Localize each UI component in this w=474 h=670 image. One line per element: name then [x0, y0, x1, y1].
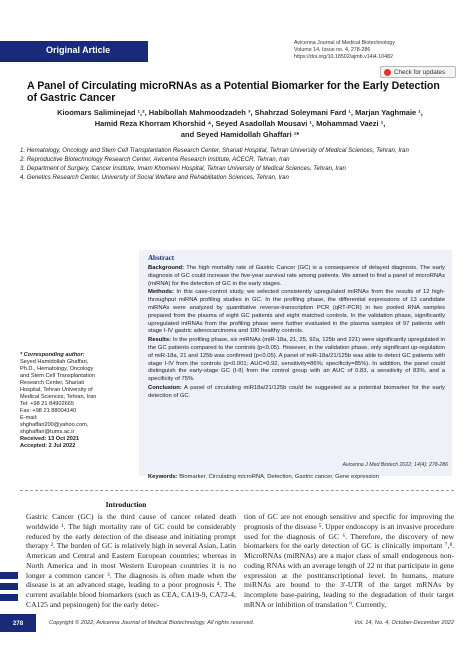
keywords-text: Biomarker, Circulating microRNA, Detection, Gastric cancer, Gene expression [177, 474, 379, 480]
side-bar [0, 572, 18, 579]
check-updates-button[interactable] [380, 66, 456, 78]
author-line: and Seyed Hamidollah Ghaffari ¹* [180, 130, 300, 139]
check-updates-icon [384, 69, 391, 76]
received-date: Received: 13 Oct 2021 [20, 436, 80, 442]
journal-name: Avicenna Journal of Medical Biotechnology [294, 40, 395, 46]
email-link[interactable]: shghaffari@tums.ac.ir [20, 429, 75, 435]
background-label: Background: [148, 265, 185, 271]
correspondence-line: Medical Sciences, Tehran, Iran [20, 394, 97, 400]
volume-info: Volume 14, Issue no. 4, 278-286 [294, 47, 371, 53]
article-title: A Panel of Circulating microRNAs as a Potential Biomarker for the Early Detection of Gastric Cancer [27, 80, 440, 104]
introduction-column-left: Gastric Cancer (GC) is the third cause of cancer related death worldwide ¹. The high mortality rate of GC could be considerably reduced by the early detection of the disease and initiating prompt therapy ². The burden of GC is relatively high in several Asian, Latin American and Central and Eastern European countries; whereas in North America and in most Western European countries it is no longer a common cancer ³. The diagnosis is often made when the disease is at an advanced stage, leading to a poor prognosis ⁴. The current available blood biomarkers (such as CEA, CA19-9, CA72-4, CA125 and pepsinogen) for the early detec- [26, 512, 236, 609]
introduction-heading: Introduction [105, 500, 147, 509]
issue-info: Vol. 14, No. 4, October-December 2022 [354, 620, 454, 626]
affiliation-item: 2. Reproductive Biotechnology Research Center, Avicenna Research Institute, ACECR, Tehran, Iran [20, 156, 290, 164]
results-text: In the profiling phase, six miRNAs (miR-18a, 21, 25, 92a, 125b and 221) were significantly upregulated in the GC patients compared to the controls (p<0.05). However, in the validation phase, only significant up-regulation of miR-18a, 21 and 125b was confirmed (p<0.05). A panel of miR-18a/21/125b was able to detect GC patients with stage I-IV from the controls (p<0.001; AUC=0.92, sensitivity=86%; specificity=85%). In addition, the panel could distinguish the early-stage GC (I-II) from the control group with an AUC of 0.83, a sensitivity of 83%, and a specificity of 75%. [148, 337, 445, 383]
conclusion-label: Conclusion: [148, 384, 182, 391]
author-line: Kioomars Saliminejad ¹,², Habibollah Mahmoodzadeh ³, Shahrzad Soleymani Fard ¹, Marjan Yaghmaie ¹, [57, 108, 423, 117]
phone-line: Tel: +98 21 84902665 [20, 401, 74, 407]
citation-line: Avicenna J Med Biotech 2022; 14(4): 278-286 [342, 462, 448, 468]
doi-link[interactable]: https://doi.org/10.18502/ajmb.v14i4.10482 [294, 54, 393, 60]
check-updates-label: Check for updates [394, 68, 446, 76]
correspondence-line: Research Center, Shariati [20, 380, 85, 386]
side-decoration [0, 572, 18, 605]
introduction-column-right: tion of GC are not enough sensitive and specific for improving the prognosis of the disease ⁵. Upper endoscopy is an invasive procedure used for the diagnosis of GC ⁶. Therefore, the discovery of new biomarkers for the early detection of GC is clinically important ⁷,⁸. MicroRNAs (miRNAs) are a major class of small endogenous non-coding RNAs with an average length of 22 nt that participate in gene expression at the posttranscriptional level. In humans, mature miRNAs are bound to the 3'-UTR of the target mRNAs by incomplete base-pairing, leading to the degradation of their target mRNA or inhibition of translation ⁹. Currently, [244, 512, 454, 609]
copyright-notice: Copyright © 2022, Avicenna Journal of Medical Biotechnology. All rights reserved. [49, 620, 255, 626]
author-line: Hamid Reza Khorram Khorshid ⁴, Seyed Asadollah Mousavi ¹, Mohammad Vaezi ¹, [94, 119, 386, 128]
article-type-band [0, 41, 148, 62]
keywords-label: Keywords: [148, 474, 178, 480]
affiliation-item: 1. Hematology, Oncology and Stem Cell Transplantation Research Center, Shariati Hospital, Tehran University of Medical Sciences, Tehran, Iran [20, 147, 409, 154]
fax-line: Fax: +98 21 88004140 [20, 408, 77, 414]
affiliation-item: 3. Department of Surgery, Cancer Institute, Imam Khomeini Hospital, Tehran University of Medical Sciences, Tehran, Iran [20, 165, 346, 173]
abstract-body [148, 265, 445, 402]
affiliation-item: 4. Genetics Research Center, University of Social Welfare and Rehabilitation Sciences, Tehran, Iran [20, 174, 289, 182]
abstract-heading: Abstract [148, 254, 175, 262]
affiliations [20, 147, 460, 183]
journal-info [294, 40, 454, 61]
correspondence-line: Hospital, Tehran University of [20, 387, 93, 393]
correspondence-heading: * Corresponding author: [20, 352, 85, 358]
methods-text: In this case-control study, we selected consistently upregulated miRNAs from the results of 12 high-throughput miRNA profiling studies in GC. In the profiling phase, the differential expressions of 13 candidate miRNAs were analyzed by quantitative reverse-transcription PCR (qRT-PCR) in two pooled RNA samples prepared from the plasma of eight GC patients and eight matched controls. In the validation phase, significantly upregulated miRNAs from the profiling phase were further evaluated in the plasma samples of 97 patients with stage I-IV gastric adenocarcinoma and 100 healthy controls. [148, 289, 445, 335]
email-link[interactable]: shghaffari200@yahoo.com, [20, 422, 89, 428]
results-label: Results: [148, 337, 172, 344]
correspondence-line: Seyed Hamidollah Ghaffari, [20, 359, 89, 365]
page-number: 278 [0, 614, 36, 632]
section-divider [20, 490, 454, 491]
side-bar [0, 594, 18, 601]
correspondence-block [20, 352, 138, 450]
keywords-line [148, 474, 445, 482]
email-label: E-mail: [20, 415, 38, 421]
accepted-date: Accepted: 2 Jul 2022 [20, 443, 76, 449]
side-bar [0, 583, 18, 590]
background-text: The high mortality rate of Gastric Cancer (GC) is a consequence of delayed diagnosis. The early diagnosis of GC could increase the five-year survival rate among patients. We aimed to find a panel of microRNAs (miRNA) for the detection of GC in the early stages. [148, 265, 445, 287]
article-type-label: Original Article [46, 45, 111, 55]
author-list [20, 107, 460, 140]
correspondence-line: Ph.D., Hematology, Oncology [20, 366, 94, 372]
conclusion-text: A panel of circulating miR18a/21/125b could be suggested as a potential biomarker for the early detection of GC. [148, 384, 445, 399]
methods-label: Methods: [148, 289, 174, 296]
correspondence-line: and Stem Cell Transplantation [20, 373, 95, 379]
